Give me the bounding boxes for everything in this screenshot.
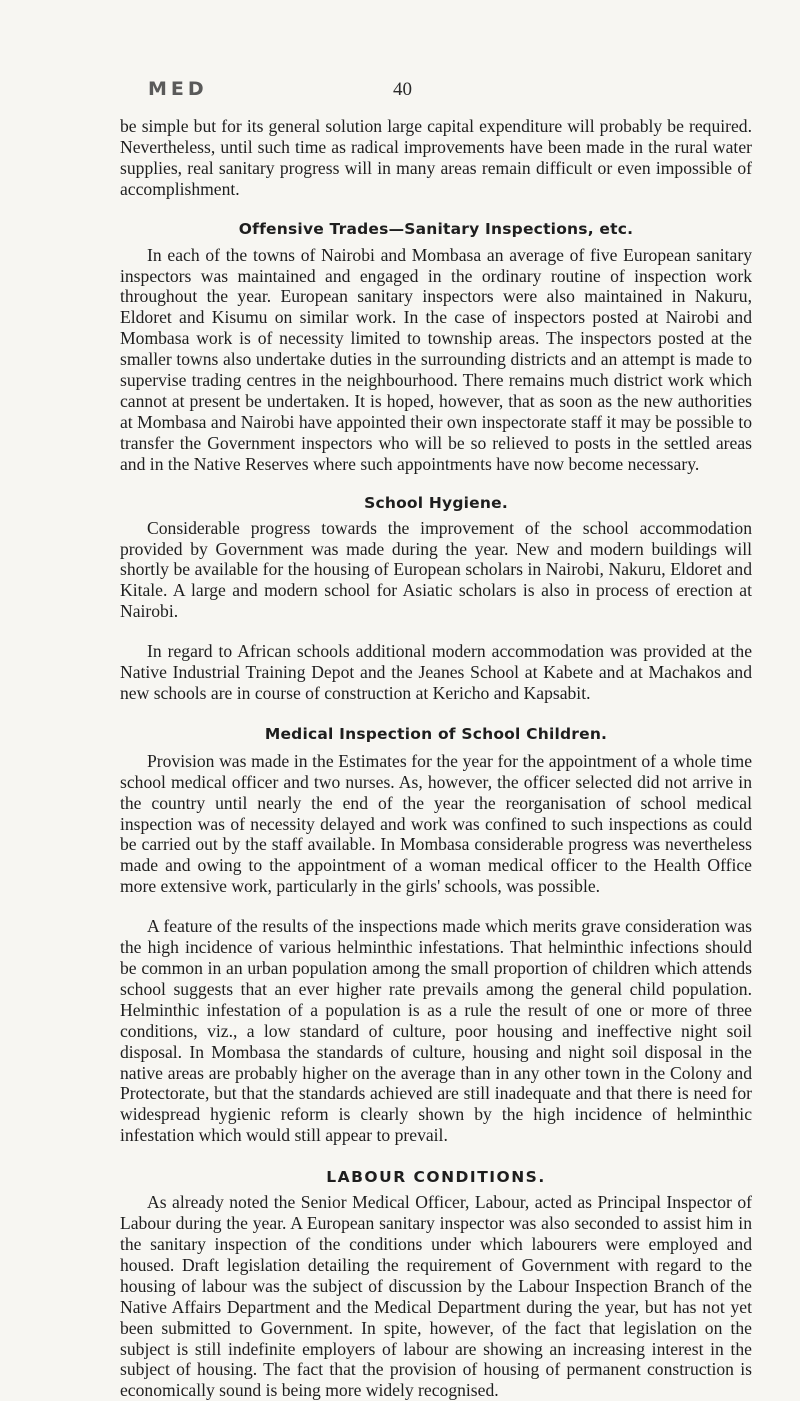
library-stamp: MED — [148, 78, 208, 100]
medical-inspection-paragraph-2: A feature of the results of the inspections made which merits grave consideration was the high incidence of various helminthic infestations. That helminthic infections should be common in an urban population among the small proportion of children which attends school suggests that an ever higher rate prevails among the general child population. Helminthic infestation of a population is as a rule the result of one or more of three conditions, viz., a low standard of culture, poor housing and ineffective night soil disposal. In Mombasa the standards of culture, housing and night soil disposal in the native areas are probably higher on the average than in any other town in the Colony and Protectorate, but that the standards achieved are still inadequate and that there is need for widespread hygienic reform is clearly shown by the high incidence of helminthic infestation which would still appear to prevail. — [120, 916, 752, 1146]
page-header — [148, 78, 748, 102]
offensive-trades-paragraph: In each of the towns of Nairobi and Mombasa an average of five European sanitary inspectors was maintained and engaged in the ordinary routine of inspection work throughout the year. European sanitary inspectors were also maintained in Nakuru, Eldoret and Kisumu on similar work. In the case of inspectors posted at Nairobi and Mombasa work is of necessity limited to township areas. The inspectors posted at the smaller towns also undertake duties in the surrounding districts and an attempt is made to supervise trading centres in the neighbourhood. There remains much district work which cannot at present be undertaken. It is hoped, however, that as soon as the new authorities at Mombasa and Nairobi have appointed their own inspectorate staff it may be possible to transfer the Government inspectors who will be so relieved to posts in the settled areas and in the Native Reserves where such appointments have now become necessary. — [120, 244, 752, 474]
intro-paragraph: be simple but for its general solution large capital expenditure will probably be required. Nevertheless, until such time as radical improvements have been made in the rural water supplies, real sanitary progress will in many areas remain difficult or even impossible of accomplishment. — [120, 116, 752, 199]
page-body — [120, 116, 752, 1401]
section-heading-medical-inspection: Medical Inspection of School Children. — [264, 724, 608, 743]
school-hygiene-paragraph-2: In regard to African schools additional modern accommodation was provided at the Native Industrial Training Depot and the Jeanes School at Kabete and at Machakos and new schools are in course of construction at Kericho and Kapsabit. — [120, 641, 752, 703]
section-heading-labour-conditions: LABOUR CONDITIONS. — [326, 1168, 546, 1187]
section-heading-offensive-trades: Offensive Trades—Sanitary Inspections, etc. — [238, 219, 634, 238]
labour-conditions-paragraph: As already noted the Senior Medical Officer, Labour, acted as Principal Inspector of Labour during the year. A European sanitary inspector was also seconded to assist him in the sanitary inspection of the conditions under which labourers were employed and housed. Draft legislation detailing the requirement of Government with regard to the housing of labour was the subject of discussion by the Labour Inspection Branch of the Native Affairs Department and the Medical Department during the year, but has not yet been submitted to Government. In spite, however, of the fact that legislation on the subject is still indefinite employers of labour are showing an increasing interest in the subject of housing. The fact that the provision of housing of permanent construction is economically sound is being more widely recognised. — [120, 1192, 752, 1401]
page-number: 40 — [393, 79, 412, 100]
section-heading-school-hygiene: School Hygiene. — [364, 493, 508, 512]
school-hygiene-paragraph-1: Considerable progress towards the improvement of the school accommodation provided by Government was made during the year. New and modern buildings will shortly be available for the housing of European scholars in Nairobi, Nakuru, Eldoret and Kitale. A large and modern school for Asiatic scholars is also in process of erection at Nairobi. — [120, 517, 752, 622]
medical-inspection-paragraph-1: Provision was made in the Estimates for the year for the appointment of a whole time school medical officer and two nurses. As, however, the officer selected did not arrive in the country until nearly the end of the year the reorganisation of school medical inspection was of necessity delayed and work was confined to such inspections as could be carried out by the staff available. In Mombasa considerable progress was nevertheless made and owing to the appointment of a woman medical officer to the Health Office more extensive work, particularly in the girls' schools, was possible. — [120, 750, 752, 897]
